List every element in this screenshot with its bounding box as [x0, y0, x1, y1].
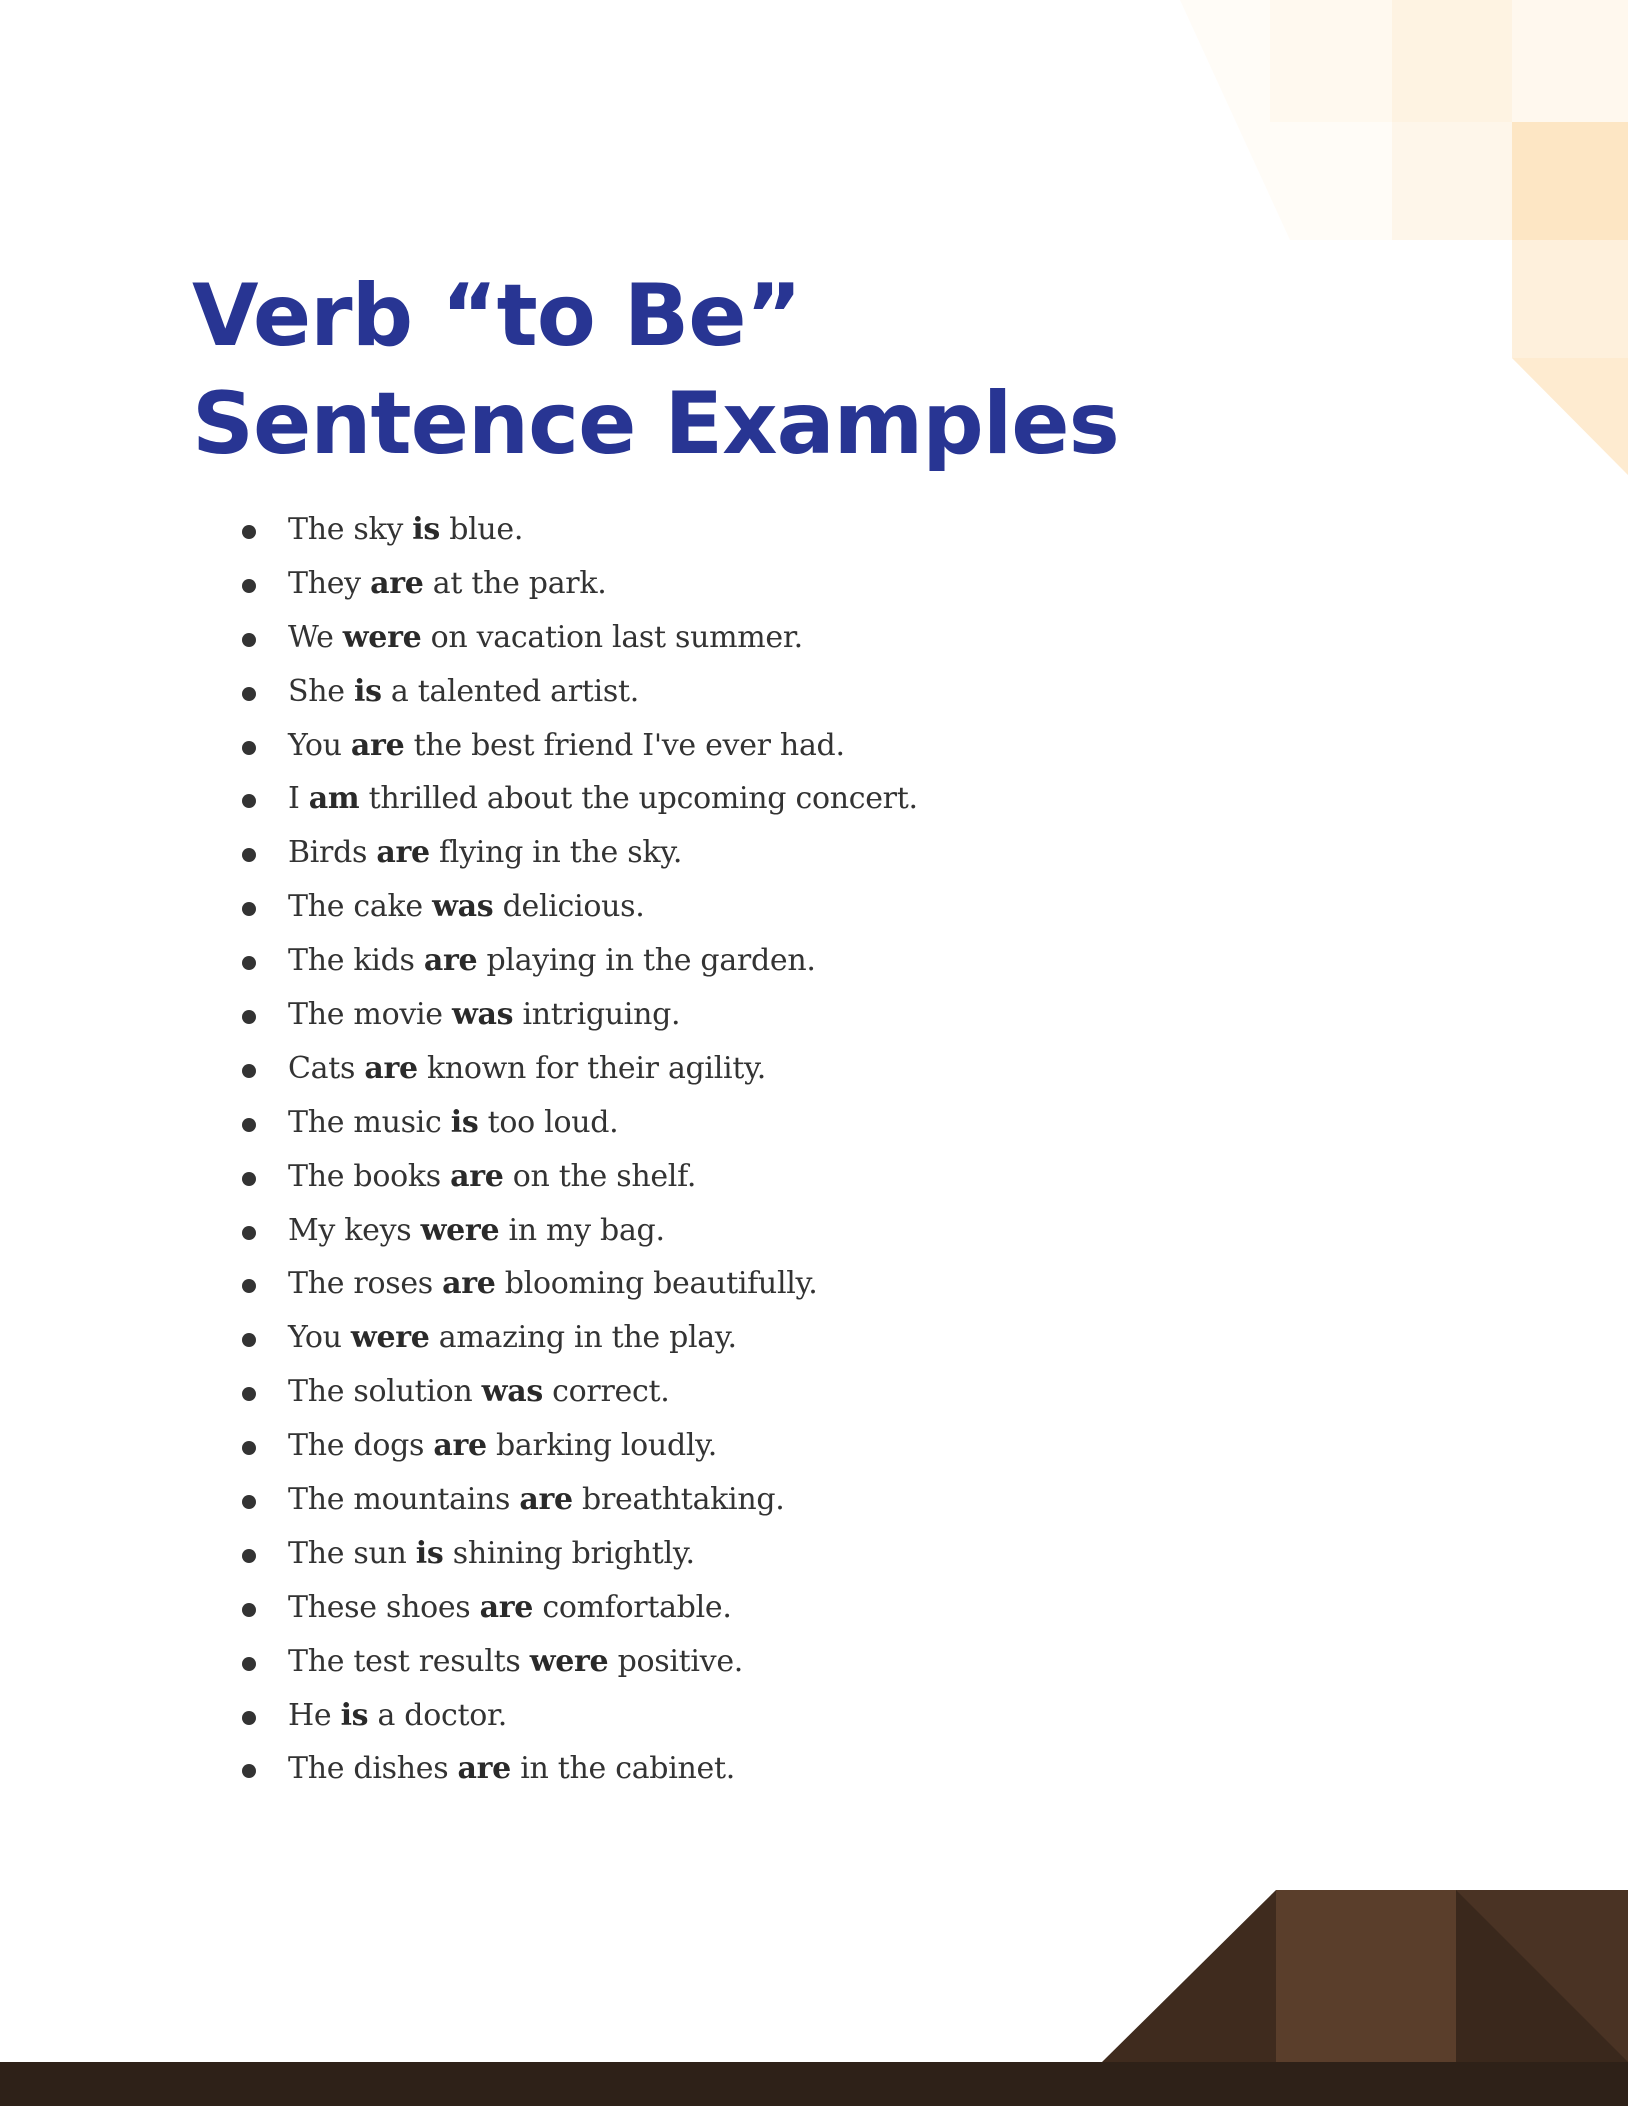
sentence-verb: are: [364, 1050, 418, 1086]
sentence-after: comfortable.: [533, 1589, 732, 1625]
sentence-item: [240, 1042, 918, 1096]
sentence-after: on vacation last summer.: [421, 619, 803, 655]
sentence-before: I: [288, 781, 309, 817]
sentence-verb: is: [450, 1104, 479, 1140]
sentence-verb: was: [432, 889, 494, 925]
sentence-item: [240, 503, 918, 557]
sentence-after: in my bag.: [499, 1212, 665, 1248]
sentence-verb: is: [340, 1697, 369, 1733]
sentence-before: The cake: [288, 889, 433, 925]
sentence-after: playing in the garden.: [477, 943, 816, 979]
sentence-before: The sky: [288, 512, 413, 547]
sentence-item: [240, 988, 918, 1042]
sentence-after: breathtaking.: [572, 1482, 785, 1518]
sentence-before: The sun: [288, 1535, 416, 1571]
sentence-before: They: [288, 565, 371, 601]
sentence-before: Cats: [288, 1050, 365, 1086]
sentence-verb: are: [370, 565, 424, 601]
sentence-item: [240, 1473, 918, 1527]
sentence-verb: are: [376, 835, 430, 871]
sentence-verb: are: [479, 1589, 534, 1625]
sentence-after: at the park.: [423, 565, 607, 601]
sentence-after: the best friend I've ever had.: [404, 727, 845, 763]
sentence-before: The kids: [288, 943, 424, 979]
sentence-before: The solution: [288, 1374, 482, 1410]
sentence-verb: were: [420, 1212, 500, 1248]
sentence-item: [240, 1096, 918, 1150]
sentence-before: Birds: [288, 835, 377, 871]
sentence-after: too loud.: [478, 1104, 619, 1140]
sentence-item: [240, 826, 918, 880]
sentence-verb: are: [450, 1158, 504, 1194]
sentence-verb: are: [433, 1428, 487, 1464]
sentence-after: a doctor.: [368, 1697, 507, 1733]
sentence-after: correct.: [542, 1374, 670, 1410]
sentence-verb: are: [442, 1266, 496, 1302]
sentence-item: [240, 1689, 918, 1743]
title-line-2: Sentence Examples: [192, 374, 1119, 474]
sentence-item: [240, 1365, 918, 1419]
sentence-verb: am: [308, 781, 360, 817]
sentence-item: [240, 934, 918, 988]
sentence-item: [240, 557, 918, 611]
sentence-item: [240, 1204, 918, 1258]
sentence-after: on the shelf.: [503, 1158, 697, 1194]
sentence-item: [240, 1150, 918, 1204]
sentence-before: You: [288, 1320, 351, 1356]
sentence-item: [240, 1257, 918, 1311]
sentence-item: [240, 1419, 918, 1473]
sentence-item: [240, 880, 918, 934]
sentence-verb: was: [481, 1374, 543, 1410]
sentence-after: thrilled about the upcoming concert.: [359, 781, 918, 817]
sentence-item: [240, 665, 918, 719]
sentence-item: [240, 1742, 918, 1796]
sentence-list: [240, 503, 918, 1796]
sentence-verb: were: [350, 1320, 430, 1356]
sentence-after: a talented artist.: [381, 673, 639, 709]
sentence-item: [240, 611, 918, 665]
sentence-before: The roses: [288, 1266, 443, 1302]
sentence-verb: are: [457, 1751, 511, 1787]
sentence-after: shining brightly.: [443, 1535, 695, 1571]
sentence-before: These shoes: [288, 1589, 480, 1625]
sentence-before: The music: [288, 1104, 451, 1140]
sentence-after: delicious.: [493, 889, 645, 925]
sentence-before: The mountains: [288, 1482, 520, 1518]
sentence-before: The dogs: [288, 1428, 434, 1464]
title-line-1: Verb “to Be”: [192, 266, 802, 366]
sentence-before: The movie: [288, 997, 452, 1033]
sentence-before: You: [288, 727, 351, 763]
sentence-before: We: [288, 619, 343, 655]
sentence-after: barking loudly.: [486, 1428, 718, 1464]
sentence-after: known for their agility.: [417, 1050, 766, 1086]
sentence-after: blooming beautifully.: [495, 1266, 818, 1302]
sentence-item: [240, 719, 918, 773]
sentence-after: positive.: [608, 1643, 744, 1679]
sentence-verb: are: [350, 727, 405, 763]
sentence-after: intriguing.: [513, 997, 681, 1033]
sentence-after: blue.: [439, 512, 524, 547]
sentence-before: My keys: [288, 1212, 421, 1248]
sentence-verb: is: [415, 1535, 444, 1571]
sentence-before: He: [288, 1697, 341, 1733]
sentence-after: amazing in the play.: [429, 1320, 737, 1356]
sentence-item: [240, 772, 918, 826]
sentence-before: The books: [288, 1158, 451, 1194]
sentence-after: in the cabinet.: [510, 1751, 735, 1787]
sentence-item: [240, 1527, 918, 1581]
sentence-verb: is: [412, 512, 440, 547]
sentence-before: The test results: [288, 1643, 530, 1679]
sentence-item: [240, 1635, 918, 1689]
sentence-verb: are: [423, 943, 478, 979]
sentence-item: [240, 1581, 918, 1635]
sentence-after: flying in the sky.: [429, 835, 683, 871]
sentence-before: She: [288, 673, 354, 709]
sentence-verb: are: [519, 1482, 573, 1518]
sentence-verb: were: [342, 619, 422, 655]
sentence-verb: were: [529, 1643, 609, 1679]
sentence-item: [240, 1311, 918, 1365]
sentence-before: The dishes: [288, 1751, 458, 1787]
sentence-verb: is: [353, 673, 382, 709]
page-title: [192, 262, 1119, 478]
sentence-verb: was: [451, 997, 514, 1033]
